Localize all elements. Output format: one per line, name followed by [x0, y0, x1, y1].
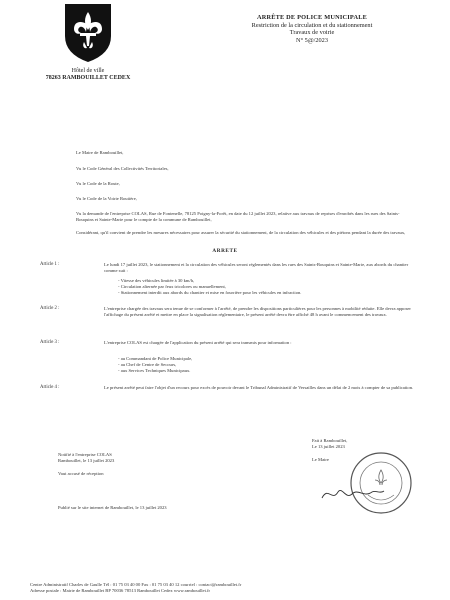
town-postcode-line: 78263 RAMBOUILLET CEDEX: [45, 75, 131, 81]
notification-block: [58, 452, 208, 477]
notification-date: Rambouillet, le 13 juillet 2023: [58, 457, 115, 463]
article-1-list: [118, 278, 408, 295]
footer-line-2: Adresse postale : Mairie de Rambouillet BP 70036 78513 Rambouillet Cedex www.rambouillet.fr: [30, 588, 211, 593]
decree-number: N° 5@/2023: [296, 36, 328, 44]
list-item: - au Commandant de Police Municipale,: [118, 356, 193, 361]
signature-date: Le 13 juillet 2023: [312, 443, 345, 449]
article-4-text: Le présent arrêté peut faire l'objet d'un recours pour excès de pouvoir devant le Tribunal Administratif de Versailles dans un délai de 2 mois à compter de sa publication.: [104, 385, 414, 390]
coat-of-arms-logo: [62, 2, 114, 64]
town-hall-line: Hôtel de ville: [71, 68, 105, 74]
visa-code-route: Vu le Code de la Route,: [76, 181, 120, 186]
receipt-note: Vaut accusé de réception: [58, 471, 104, 477]
article-1-text: Le lundi 17 juillet 2023, le stationnement et la circulation des véhicules seront réglementés dans les rues des Saints-Bouquins et Sainte-Marie, aux abords du chantier comme suit :: [104, 262, 409, 273]
handwritten-signature: [318, 482, 388, 506]
decree-subtitle: Restriction de la circulation et du stationnement: [251, 21, 373, 29]
signature-place: Fait à Rambouillet,: [312, 438, 348, 443]
signature-role: Le Maire: [312, 457, 329, 463]
article-2-text: L'entreprise chargée des travaux sera tenue de se conformer à l'arrêté, de prendre les dispositions particulières pour les personnes à mobilité réduite. Elle devra apposer l'affichage du présent arrêté et mettre en place la signalisation réglementaire, le présent arrêté devra être affiché 48 h avant le commencement des travaux.: [104, 306, 411, 317]
visa-request: Vu la demande de l'entreprise COLAS, Rue de Fontenelle, 78125 Poigny-la-Forêt, en date du 12 juillet 2023, relative aux travaux de reprises d'enrobés dans les rues des Saints-Bouquins et Sainte-Marie pour le compte de la commune de Rambouillet,: [76, 211, 400, 222]
footer: [30, 582, 430, 594]
article-1-label: Article 1 :: [40, 262, 60, 267]
footer-line-1: Centre Administratif Charles de Gaulle Tél : 01 75 03 40 00 Fax : 01 75 03 40 12 courriel : contact@rambouillet.fr: [30, 582, 242, 587]
decree-header: [222, 14, 402, 44]
article-4-label: Article 4 :: [40, 385, 60, 390]
visa-cgct: Vu le Code Général des Collectivités Territoriales,: [76, 166, 169, 171]
list-item: - Vitesse des véhicules limitée à 30 km/h,: [118, 278, 195, 283]
arrete-heading: ARRETE: [212, 248, 238, 254]
town-hall-address: [40, 68, 136, 82]
decree-subject: Travaux de voirie: [289, 29, 335, 37]
considerant: Considérant, qu'il convient de prendre les mesures nécessaires pour assurer la sécurité du stationnement, de la circulation des véhicules et des piétons pendant la durée des travaux,: [76, 230, 406, 235]
publication-note: Publié sur le site internet de Rambouillet, le 13 juillet 2023: [58, 505, 167, 510]
notification-company: Notifié à l'entreprise COLAS: [58, 452, 112, 457]
article-3-label: Article 3 :: [40, 340, 60, 345]
list-item: - Stationnement interdit aux abords du chantier et mise en fourrière pour les véhicules en infraction.: [118, 289, 302, 295]
decree-title: ARRÊTE DE POLICE MUNICIPALE: [256, 14, 368, 21]
visa-mayor: Le Maire de Rambouillet,: [76, 150, 124, 155]
article-3-list: [118, 356, 368, 373]
visa-code-voirie: Vu le Code de la Voirie Routière,: [76, 196, 137, 201]
article-3-text: L'entreprise COLAS est chargée de l'application du présent arrêté qui sera transmis pour information :: [104, 340, 292, 345]
list-item: - Circulation alternée par feux tricolores ou manuellement,: [118, 283, 226, 289]
list-item: - au Chef de Centre de Secours,: [118, 361, 177, 367]
list-item: - aux Services Techniques Municipaux.: [118, 367, 191, 373]
article-2-label: Article 2 :: [40, 306, 60, 311]
